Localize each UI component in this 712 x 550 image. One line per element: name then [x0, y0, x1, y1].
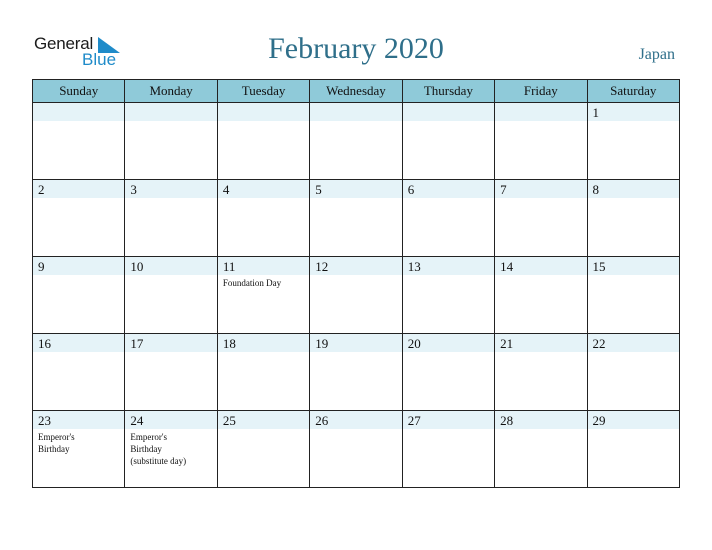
day-cell: [310, 257, 402, 334]
day-number: 3: [130, 182, 137, 197]
day-cell: [310, 334, 402, 411]
day-cell: [217, 334, 309, 411]
logo-text-blue: Blue: [82, 50, 117, 69]
day-number: 19: [315, 336, 329, 351]
day-number: 29: [592, 413, 606, 428]
day-cell: [495, 257, 587, 334]
day-cell: [310, 411, 402, 488]
day-number-bar: [310, 103, 401, 121]
day-cell: [33, 180, 125, 257]
day-number-bar: [495, 103, 586, 121]
day-number: 25: [222, 413, 236, 428]
day-number: 1: [592, 105, 600, 120]
day-number: 21: [500, 336, 514, 351]
day-cell: [587, 334, 679, 411]
day-number: 22: [592, 336, 606, 351]
day-number: 28: [500, 413, 514, 428]
day-cell: [402, 257, 494, 334]
day-number: 26: [315, 413, 329, 428]
day-number: 27: [407, 413, 421, 428]
day-number: 13: [407, 259, 421, 274]
day-number-bar: [588, 180, 679, 198]
week-row: [33, 334, 680, 411]
day-cell: [587, 411, 679, 488]
day-number: 20: [407, 336, 421, 351]
day-cell: [495, 411, 587, 488]
day-cell: [495, 180, 587, 257]
day-number: 15: [592, 259, 606, 274]
day-cell: [125, 257, 217, 334]
day-cell: [33, 103, 125, 180]
day-cell: [587, 180, 679, 257]
weekday-header: Sunday: [33, 80, 125, 103]
country-label: Japan: [638, 46, 675, 63]
day-number: 17: [130, 336, 144, 351]
day-number-bar: [125, 180, 216, 198]
logo-text-general: General: [34, 34, 94, 53]
day-number: 12: [315, 259, 329, 274]
day-cell: [125, 334, 217, 411]
day-number: 6: [407, 182, 415, 197]
day-number-bar: [403, 103, 494, 121]
day-cell: [402, 411, 494, 488]
day-cell: [125, 180, 217, 257]
week-row: [33, 411, 680, 488]
day-number: 11: [222, 259, 236, 274]
day-number: 14: [500, 259, 514, 274]
weekday-header: Tuesday: [217, 80, 309, 103]
day-number: 24: [130, 413, 144, 428]
weekday-header: Thursday: [402, 80, 494, 103]
week-row: [33, 180, 680, 257]
day-number-bar: [403, 180, 494, 198]
day-cell: [495, 103, 587, 180]
day-number-bar: [588, 103, 679, 121]
holiday-label: Emperor's Birthday: [38, 432, 75, 454]
day-cell: [402, 103, 494, 180]
day-number-bar: [218, 103, 309, 121]
day-number-bar: [310, 180, 401, 198]
day-cell: [495, 334, 587, 411]
day-number-bar: [33, 257, 124, 275]
day-cell: [217, 180, 309, 257]
holiday-label: Emperor's Birthday (substitute day): [130, 432, 187, 466]
day-cell: [402, 180, 494, 257]
day-number: 7: [500, 182, 507, 197]
day-number-bar: [33, 103, 124, 121]
weekday-header: Friday: [495, 80, 587, 103]
day-cell: [125, 411, 217, 488]
weekday-header: Saturday: [587, 80, 679, 103]
week-row: [33, 257, 680, 334]
day-number: 23: [38, 413, 51, 428]
day-number-bar: [33, 180, 124, 198]
day-cell: [587, 257, 679, 334]
calendar-title: February 2020: [268, 32, 444, 65]
day-cell: [587, 103, 679, 180]
day-cell: [217, 257, 309, 334]
day-cell: [33, 334, 125, 411]
day-cell: [402, 334, 494, 411]
day-cell: [33, 257, 125, 334]
day-number: 8: [592, 182, 600, 197]
day-number: 9: [38, 259, 45, 274]
day-number: 4: [222, 182, 230, 197]
day-number: 16: [38, 336, 51, 351]
day-cell: [310, 103, 402, 180]
day-cell: [310, 180, 402, 257]
day-cell: [217, 411, 309, 488]
day-number-bar: [495, 180, 586, 198]
holiday-label: Foundation Day: [222, 278, 282, 288]
calendar-grid: [32, 79, 680, 488]
weekday-header: Monday: [125, 80, 217, 103]
day-number-bar: [125, 103, 216, 121]
day-number: 10: [130, 259, 144, 274]
week-row: [33, 103, 680, 180]
weekday-header: Wednesday: [310, 80, 402, 103]
day-cell: [33, 411, 125, 488]
day-number: 5: [315, 182, 322, 197]
weekday-header-row: [33, 80, 680, 103]
day-cell: [125, 103, 217, 180]
day-cell: [217, 103, 309, 180]
day-number: 18: [222, 336, 236, 351]
day-number-bar: [218, 180, 309, 198]
day-number: 2: [38, 182, 45, 197]
